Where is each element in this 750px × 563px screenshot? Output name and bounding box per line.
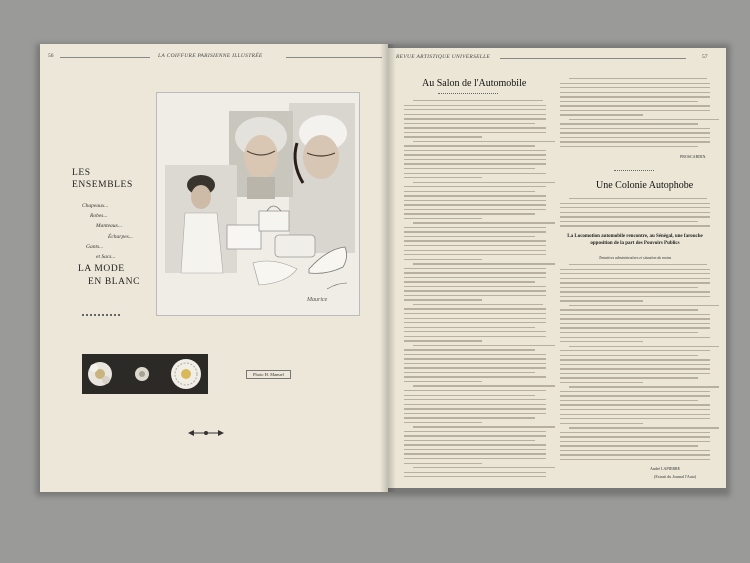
svg-text:Maurice: Maurice <box>307 297 328 303</box>
article-2-title: Une Colonie Autophobe <box>596 180 694 191</box>
text-line <box>560 203 710 204</box>
text-line <box>404 463 482 464</box>
article-1-body <box>404 100 546 481</box>
photo-illustration <box>157 93 359 315</box>
text-line <box>560 459 710 460</box>
text-line <box>404 118 546 119</box>
text-line <box>404 404 546 405</box>
text-line <box>404 308 546 309</box>
text-line <box>404 191 535 192</box>
text-line <box>404 413 546 414</box>
text-line <box>560 300 643 301</box>
text-line <box>404 127 546 128</box>
text-line <box>404 231 546 232</box>
text-line <box>560 450 710 451</box>
text-line <box>404 123 535 124</box>
text-line <box>404 417 535 418</box>
text-line <box>404 250 546 251</box>
text-line <box>404 476 546 477</box>
text-line <box>560 445 698 446</box>
text-line <box>404 209 546 210</box>
text-line <box>569 346 719 347</box>
list-item: Manteaux... <box>96 223 123 230</box>
text-line <box>404 422 482 423</box>
text-line <box>413 182 555 183</box>
text-line <box>404 444 546 445</box>
text-line <box>404 159 546 160</box>
text-line <box>569 386 719 387</box>
article-2-intro <box>560 198 710 230</box>
text-line <box>404 381 482 382</box>
text-line <box>560 341 643 342</box>
text-line <box>404 259 482 260</box>
text-line <box>560 323 710 324</box>
text-line <box>560 350 710 351</box>
text-line <box>404 367 546 368</box>
text-line <box>404 150 546 151</box>
page-number-right: 57 <box>702 54 708 60</box>
text-line <box>560 432 710 433</box>
dotted-separator <box>82 314 120 316</box>
text-line <box>404 105 546 106</box>
text-line <box>404 318 546 319</box>
text-line <box>560 225 710 226</box>
text-line <box>404 173 546 174</box>
text-line <box>560 355 698 356</box>
text-line <box>560 409 710 410</box>
text-line <box>560 454 710 455</box>
text-line <box>404 145 535 146</box>
text-line <box>560 364 710 365</box>
text-line <box>560 128 710 129</box>
text-line <box>560 423 643 424</box>
page-number-left: 56 <box>48 53 54 59</box>
text-line <box>569 305 719 306</box>
text-line <box>404 163 546 164</box>
text-line <box>560 373 710 374</box>
text-line <box>560 87 710 88</box>
text-line <box>404 236 535 237</box>
signature-2: André LAPIERRE <box>650 466 681 471</box>
text-line <box>560 368 710 369</box>
text-line <box>404 299 482 300</box>
text-line <box>560 123 698 124</box>
signature-2-source: (Extrait du Journal l'Auto) <box>654 474 697 479</box>
text-line <box>404 349 535 350</box>
text-line <box>560 332 698 333</box>
text-line <box>560 404 710 405</box>
text-line <box>404 435 546 436</box>
text-line <box>404 458 546 459</box>
ornament-icon <box>186 428 226 438</box>
text-line <box>560 441 710 442</box>
items-list <box>82 201 133 262</box>
text-line <box>404 395 535 396</box>
header-rule-right <box>500 58 686 59</box>
photo-caption: Photo H. Manuel <box>246 370 291 379</box>
text-line <box>560 382 643 383</box>
list-item: Robes... <box>90 213 108 220</box>
text-line <box>413 141 555 142</box>
text-line <box>560 318 710 319</box>
text-line <box>560 110 710 111</box>
text-line <box>569 119 719 120</box>
text-line <box>404 213 535 214</box>
text-line <box>404 281 535 282</box>
text-line <box>404 114 546 115</box>
text-line <box>413 222 555 223</box>
text-line <box>560 414 710 415</box>
text-line <box>569 427 719 428</box>
text-line <box>413 467 555 468</box>
text-line <box>404 472 546 473</box>
text-line <box>404 136 482 137</box>
list-item: Chapeaux... <box>82 203 109 209</box>
title-line-2: ENSEMBLES <box>72 180 133 190</box>
text-line <box>404 327 535 328</box>
article-2-subtitle: La Locomotion automobile rencontre, au Sénégal, une farouche opposition de la part des Pouvoirs Publics <box>567 234 703 246</box>
text-line <box>560 269 710 270</box>
text-line <box>404 331 546 332</box>
text-line <box>404 272 546 273</box>
text-line <box>560 359 710 360</box>
running-head-left: LA COIFFURE PARISIENNE ILLUSTRÉE <box>158 53 263 59</box>
text-line <box>560 282 710 283</box>
text-line <box>404 336 546 337</box>
text-line <box>404 363 546 364</box>
text-line <box>560 395 710 396</box>
text-line <box>560 132 710 133</box>
text-line <box>569 78 707 79</box>
text-line <box>404 200 546 201</box>
text-line <box>413 304 544 305</box>
title-line-1: LES <box>72 168 91 178</box>
text-line <box>404 218 482 219</box>
title-underline-1 <box>438 93 498 94</box>
text-line <box>404 354 546 355</box>
text-line <box>560 212 710 213</box>
text-line <box>404 376 546 377</box>
text-line <box>413 345 555 346</box>
fashion-photo-collage <box>156 92 360 316</box>
text-line <box>560 114 643 115</box>
text-line <box>560 83 710 84</box>
text-line <box>560 377 698 378</box>
text-line <box>404 168 535 169</box>
text-line <box>404 109 546 110</box>
text-line <box>404 277 546 278</box>
list-item: Écharpes... <box>108 233 133 240</box>
text-line <box>404 286 546 287</box>
text-line <box>404 295 546 296</box>
text-line <box>404 390 546 391</box>
text-line <box>560 207 710 208</box>
text-line <box>404 245 546 246</box>
text-line <box>404 290 546 291</box>
text-line <box>404 195 546 196</box>
text-line <box>560 287 698 288</box>
flower-icon <box>82 354 208 394</box>
text-line <box>560 92 710 93</box>
text-line <box>560 327 710 328</box>
text-line <box>560 137 710 138</box>
text-line <box>569 264 707 265</box>
text-line <box>560 314 710 315</box>
text-line <box>404 186 546 187</box>
text-line <box>560 216 710 217</box>
text-line <box>560 141 710 142</box>
text-line <box>404 449 546 450</box>
text-line <box>560 337 710 338</box>
text-line <box>560 221 698 222</box>
right-page <box>388 48 726 488</box>
flower-ornament-band <box>82 354 208 394</box>
text-line <box>404 372 535 373</box>
text-line <box>560 101 698 102</box>
text-line <box>560 309 698 310</box>
text-line <box>404 440 535 441</box>
header-rule-left-2 <box>286 57 382 58</box>
text-line <box>413 385 555 386</box>
article-1-body-continued <box>560 78 710 151</box>
text-line <box>560 146 698 147</box>
article-2-body <box>560 264 710 463</box>
text-line <box>413 263 555 264</box>
text-line <box>404 204 546 205</box>
text-line <box>560 296 710 297</box>
text-line <box>404 322 546 323</box>
list-item: et Sacs... <box>96 254 116 261</box>
article-2-subsubtitle: Tentatives administratives et situation du moins <box>598 256 672 260</box>
text-line <box>560 273 710 274</box>
text-line <box>404 408 546 409</box>
text-line <box>404 132 546 133</box>
text-line <box>404 240 546 241</box>
text-line <box>404 453 546 454</box>
text-line <box>413 426 555 427</box>
text-line <box>560 418 710 419</box>
text-line <box>560 278 710 279</box>
header-rule-left <box>60 57 150 58</box>
running-head-right: REVUE ARTISTIQUE UNIVERSELLE <box>396 54 491 60</box>
text-line <box>404 358 546 359</box>
text-line <box>560 96 710 97</box>
text-line <box>404 177 482 178</box>
text-line <box>560 391 710 392</box>
text-line <box>404 313 546 314</box>
text-line <box>404 431 546 432</box>
section-separator <box>614 170 654 171</box>
book-gutter <box>380 44 396 492</box>
mode-title-line-2: EN BLANC <box>88 277 141 287</box>
article-1-title: Au Salon de l'Automobile <box>422 78 527 89</box>
text-line <box>560 436 710 437</box>
list-item: Gants... <box>86 243 104 250</box>
text-line <box>560 105 710 106</box>
text-line <box>569 198 707 199</box>
text-line <box>404 340 482 341</box>
text-line <box>404 268 546 269</box>
text-line <box>560 400 698 401</box>
left-page <box>40 44 388 492</box>
text-line <box>404 227 546 228</box>
mode-title-line-1: LA MODE <box>78 264 125 274</box>
signature-1: PROSCARDIN. <box>680 154 707 159</box>
text-line <box>404 154 546 155</box>
text-line <box>560 291 710 292</box>
text-line <box>413 100 544 101</box>
text-line <box>404 399 546 400</box>
text-line <box>404 254 546 255</box>
